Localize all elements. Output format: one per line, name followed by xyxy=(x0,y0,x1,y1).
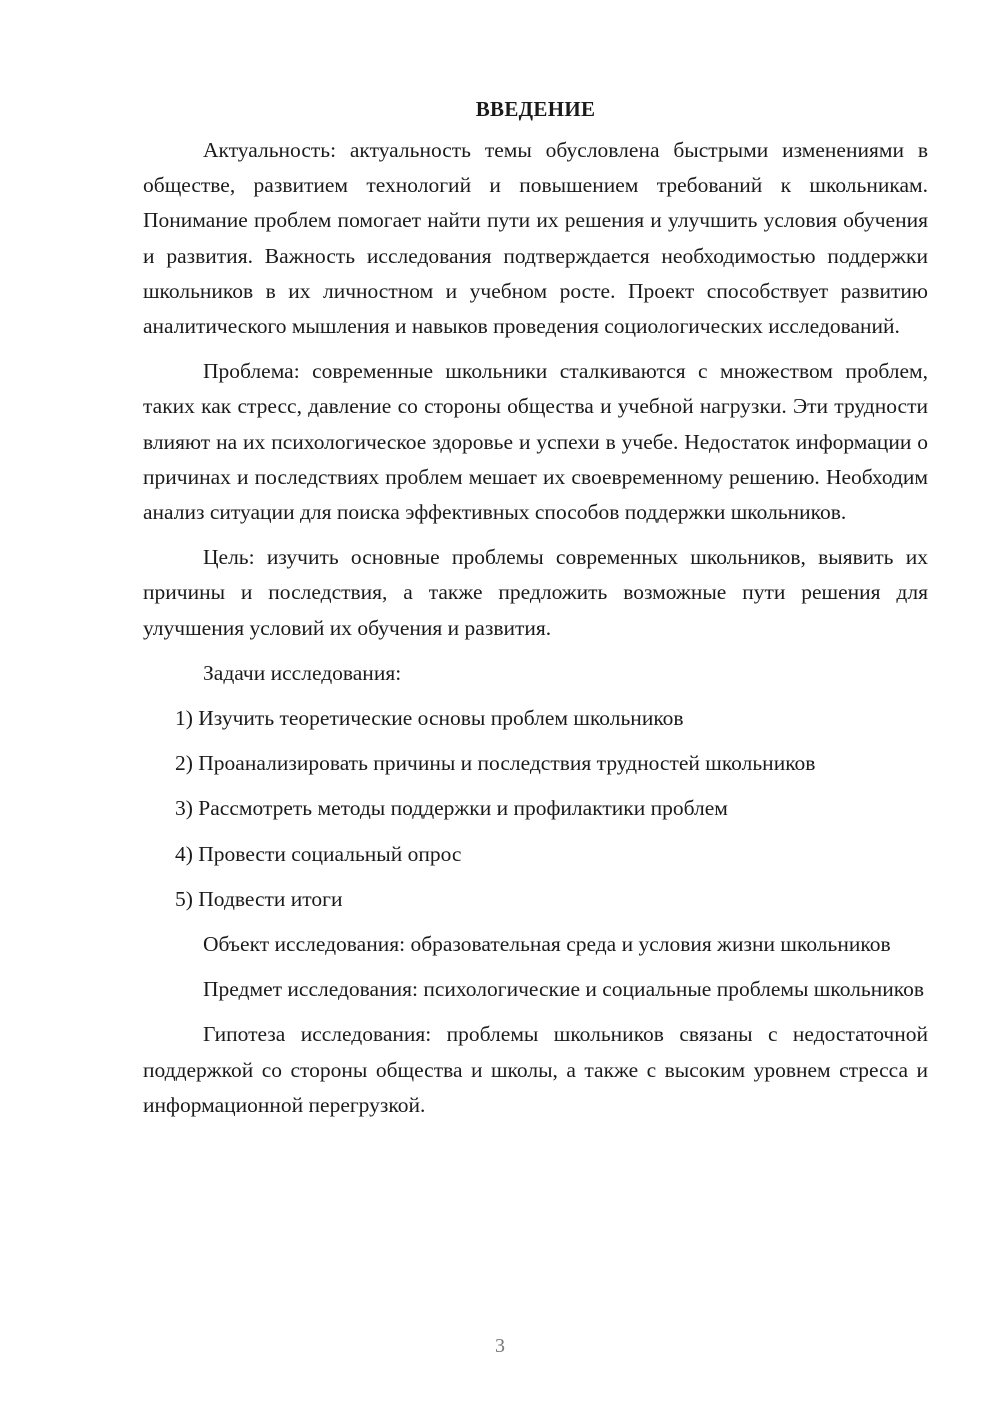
task-item-1: 1) Изучить теоретические основы проблем школьников xyxy=(175,706,684,731)
paragraph-object: Объект исследования: образовательная среда и условия жизни школьников xyxy=(203,932,891,957)
paragraph-subject: Предмет исследования: психологические и социальные проблемы школьников xyxy=(203,977,924,1002)
task-item-2: 2) Проанализировать причины и последствия трудностей школьников xyxy=(175,751,816,776)
paragraph-hypothesis: Гипотеза исследования: проблемы школьников связаны с недостаточной поддержкой со стороны общества и школы, а также с высоким уровнем стресса и информационной перегрузкой. xyxy=(143,1022,928,1117)
page-number: 3 xyxy=(495,1335,505,1357)
task-item-3: 3) Рассмотреть методы поддержки и профилактики проблем xyxy=(175,796,728,821)
paragraph-problem: Проблема: современные школьники сталкиваются с множеством проблем, таких как стресс, давление со стороны общества и учебной нагрузки. Эти трудности влияют на их психологическое здоровье и успехи в учебе. Недостаток информации о причинах и последствиях проблем мешает их своевременному решению. Необходим анализ ситуации для поиска эффективных способов поддержки школьников. xyxy=(143,359,928,525)
paragraph-relevance: Актуальность: актуальность темы обусловлена быстрыми изменениями в обществе, развитием технологий и повышением требований к школьникам. Понимание проблем помогает найти пути их решения и улучшить условия обучения и развития. Важность исследования подтверждается необходимостью поддержки школьников в их личностном и учебном росте. Проект способствует развитию аналитического мышления и навыков проведения социологических исследований. xyxy=(143,138,928,339)
tasks-list xyxy=(143,701,928,917)
task-item-4: 4) Провести социальный опрос xyxy=(175,841,462,866)
task-item-5: 5) Подвести итоги xyxy=(175,886,343,911)
tasks-heading: Задачи исследования: xyxy=(203,660,402,685)
page-title: ВВЕДЕНИЕ xyxy=(475,97,596,121)
paragraph-goal: Цель: изучить основные проблемы современных школьников, выявить их причины и последствия, а также предложить возможные пути решения для улучшения условий их обучения и развития. xyxy=(143,545,928,640)
document-page xyxy=(143,92,928,1133)
